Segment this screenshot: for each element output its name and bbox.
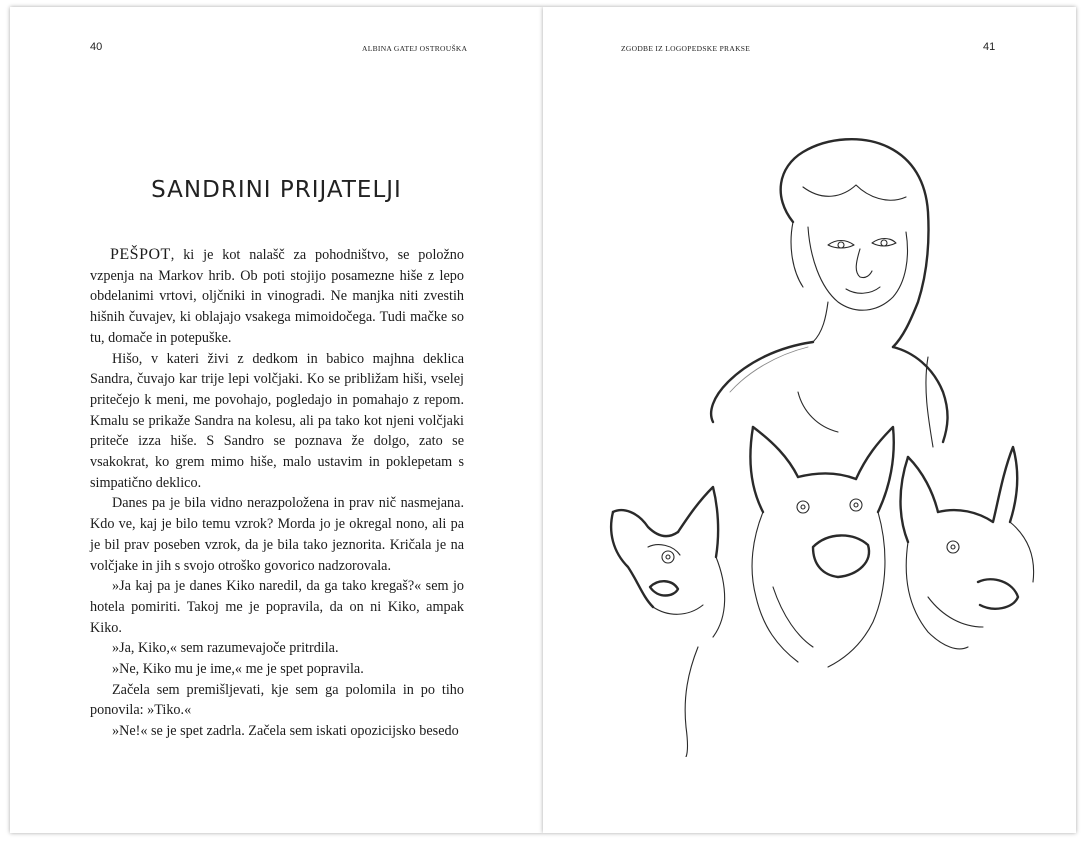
- page-number-right: 41: [983, 41, 996, 53]
- paragraph-6: »Ne, Kiko mu je ime,« me je spet popravila.: [112, 661, 364, 678]
- paragraph-8: »Ne!« se je spet zadrla. Začela sem iskati opozicijsko besedo: [112, 723, 459, 740]
- paragraph-1: [90, 245, 464, 349]
- paragraph-2: Hišo, v kateri živi z dedkom in babico majhna deklica Sandra, čuvajo kar trije lepi volčjaki. Ko se približam hiši, vselej pritečejo k meni, me povohajo, pogledajo in pomahajo z repom. Kmalu se prikaže Sandra na kolesu, ali pa tako kot njeni volčjaki priteče izza hiše. S Sandro se poznava že dolgo, zato se vsakokrat, ko grem mimo hiše, malo ustavim in poklepetam s simpatično deklico.: [90, 350, 464, 491]
- body-text: [90, 245, 464, 742]
- line-art-illustration: [588, 127, 1038, 757]
- right-page: [543, 7, 1076, 833]
- running-head-book: ZGODBE IZ LOGOPEDSKE PRAKSE: [621, 44, 751, 53]
- page-number-left: 40: [90, 41, 103, 53]
- girl-and-dogs-drawing: [588, 127, 1038, 757]
- right-dog: [901, 447, 1034, 649]
- paragraph-3: Danes pa je bila vidno nerazpoložena in prav nič nasmejana. Kdo ve, kaj je bilo temu vzrok? Morda jo je okregal nono, ali pa je bil prav poseben vzrok, da je bila tako jeznorita. Kričala je na volčjake in jih s svojo otroško govorico nadzorovala.: [90, 495, 464, 574]
- paragraph-5: »Ja, Kiko,« sem razumevajoče pritrdila.: [112, 640, 339, 657]
- middle-dog: [750, 427, 893, 667]
- running-head-author: ALBINA GATEJ OSTROUŠKA: [362, 44, 468, 53]
- dropcap-word: PEŠPOT: [110, 246, 171, 263]
- paragraph-4: »Ja kaj pa je danes Kiko naredil, da ga tako kregaš?« sem jo hotela pomiriti. Takoj me je popravila, da on ni Kiko, ampak Kiko.: [90, 578, 464, 636]
- paragraph-1-text: , ki je kot nalašč za pohodništvo, se položno vzpenja na Markov hrib. Ob poti stojijo posamezne hiše z lepo obdelanimi vrtovi, oljčniki in vinogradi. Ne manjka niti zvestih hišnih čuvajev, ki oblajajo vsakega mimoidočega. Tudi mačke so tu, domače in potepuške.: [90, 247, 464, 346]
- chapter-title: SANDRINI PRIJATELJI: [151, 177, 402, 203]
- left-page: [10, 7, 543, 833]
- book-spread: [10, 7, 1076, 833]
- left-dog: [611, 487, 725, 757]
- paragraph-7: Začela sem premišljevati, kje sem ga polomila in po tiho ponovila: »Tiko.«: [90, 681, 464, 719]
- girl-figure: [711, 139, 947, 447]
